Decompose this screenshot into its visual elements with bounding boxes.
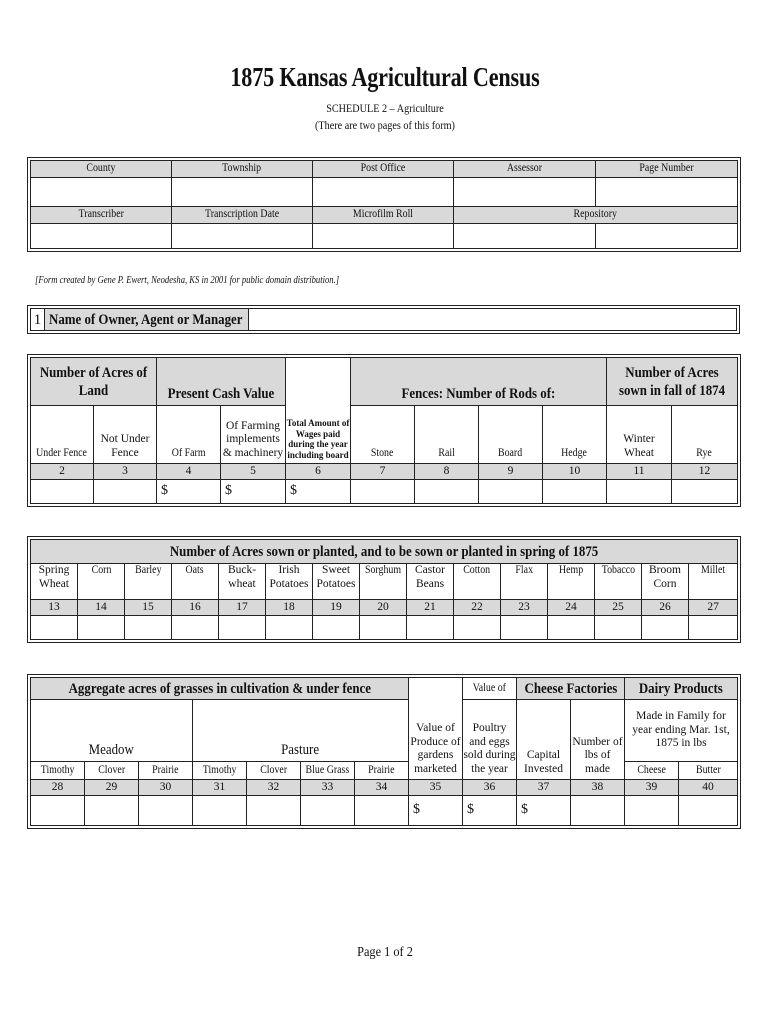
col-tobacco: Tobacco <box>595 564 642 600</box>
field-31[interactable] <box>193 796 247 826</box>
field-34[interactable] <box>355 796 409 826</box>
col-flax: Flax <box>501 564 548 600</box>
field-19[interactable] <box>313 616 360 640</box>
col-num-14: 14 <box>78 600 125 616</box>
transcription-date-field[interactable] <box>172 224 313 249</box>
col-num-37: 37 <box>517 780 571 796</box>
col-num-3: 3 <box>94 464 157 480</box>
field-28[interactable] <box>31 796 85 826</box>
col-sorghum: Sorghum <box>360 564 407 600</box>
col-num-9: 9 <box>479 464 543 480</box>
poultry-value-top: Value of <box>463 678 517 700</box>
field-36[interactable]: $ <box>463 796 517 826</box>
form-title: 1875 Kansas Agricultural Census <box>230 62 540 92</box>
col-num-15: 15 <box>125 600 172 616</box>
microfilm-roll-field[interactable] <box>313 224 454 249</box>
col-num-2: 2 <box>31 464 94 480</box>
col-pasture-clover: Clover <box>247 762 301 780</box>
fences-header: Fences: Number of Rods of: <box>351 358 607 406</box>
page-number-field[interactable] <box>596 178 738 207</box>
owner-table <box>30 308 737 331</box>
col-rail: Rail <box>415 406 479 464</box>
field-37[interactable]: $ <box>517 796 571 826</box>
garden-value-header: Value of Produce of gardens marketed <box>409 678 463 780</box>
section-a-table <box>30 357 738 504</box>
meadow-header: Meadow <box>31 700 193 762</box>
col-oats: Oats <box>172 564 219 600</box>
col-num-31: 31 <box>193 780 247 796</box>
field-38[interactable] <box>571 796 625 826</box>
field-25[interactable] <box>595 616 642 640</box>
transcriber-field[interactable] <box>31 224 172 249</box>
grasses-header: Aggregate acres of grasses in cultivation & under fence <box>31 678 409 700</box>
repository-field-2[interactable] <box>596 224 738 249</box>
repository-label: Repository <box>454 207 738 224</box>
field-8[interactable] <box>415 480 479 504</box>
col-num-29: 29 <box>85 780 139 796</box>
col-num-17: 17 <box>219 600 266 616</box>
field-35[interactable]: $ <box>409 796 463 826</box>
field-27[interactable] <box>689 616 738 640</box>
col-rye: Rye <box>672 406 738 464</box>
col-butter: Butter <box>679 762 738 780</box>
assessor-label: Assessor <box>454 161 596 178</box>
col-pasture-blue-grass: Blue Grass <box>301 762 355 780</box>
col-num-27: 27 <box>689 600 738 616</box>
col-irish-potatoes: Irish Potatoes <box>266 564 313 600</box>
col-num-26: 26 <box>642 600 689 616</box>
lbs-made-header: Number of lbs of made <box>571 700 625 780</box>
spring-planting-header: Number of Acres sown or planted, and to be sown or planted in spring of 1875 <box>31 540 738 564</box>
col-winter-wheat: Winter Wheat <box>607 406 672 464</box>
owner-label: Name of Owner, Agent or Manager <box>45 309 249 331</box>
col-num-38: 38 <box>571 780 625 796</box>
post-office-field[interactable] <box>313 178 454 207</box>
col-num-12: 12 <box>672 464 738 480</box>
field-12[interactable] <box>672 480 738 504</box>
acres-land-header: Number of Acres of Land <box>31 358 157 406</box>
assessor-field[interactable] <box>454 178 596 207</box>
field-16[interactable] <box>172 616 219 640</box>
post-office-label: Post Office <box>313 161 454 178</box>
col-num-18: 18 <box>266 600 313 616</box>
col-num-22: 22 <box>454 600 501 616</box>
county-field[interactable] <box>31 178 172 207</box>
col-meadow-clover: Clover <box>85 762 139 780</box>
col-num-36: 36 <box>463 780 517 796</box>
field-7[interactable] <box>351 480 415 504</box>
capital-invested-header: Capital Invested <box>517 700 571 780</box>
field-39[interactable] <box>625 796 679 826</box>
col-num-40: 40 <box>679 780 738 796</box>
col-pasture-prairie: Prairie <box>355 762 409 780</box>
col-broom-corn: Broom Corn <box>642 564 689 600</box>
field-21[interactable] <box>407 616 454 640</box>
transcription-date-label: Transcription Date <box>172 207 313 224</box>
col-num-10: 10 <box>543 464 607 480</box>
col-num-6: 6 <box>286 464 351 480</box>
township-label: Township <box>172 161 313 178</box>
col-num-34: 34 <box>355 780 409 796</box>
owner-number: 1 <box>31 309 45 331</box>
township-field[interactable] <box>172 178 313 207</box>
section-c-table <box>30 677 738 826</box>
field-40[interactable] <box>679 796 738 826</box>
field-9[interactable] <box>479 480 543 504</box>
pasture-header: Pasture <box>193 700 409 762</box>
microfilm-roll-label: Microfilm Roll <box>313 207 454 224</box>
field-17[interactable] <box>219 616 266 640</box>
col-under-fence: Under Fence <box>31 406 94 464</box>
transcriber-label: Transcriber <box>31 207 172 224</box>
cheese-factories-header: Cheese Factories <box>517 678 625 700</box>
dairy-products-header: Dairy Products <box>625 678 738 700</box>
col-num-5: 5 <box>221 464 286 480</box>
field-18[interactable] <box>266 616 313 640</box>
col-num-8: 8 <box>415 464 479 480</box>
field-29[interactable] <box>85 796 139 826</box>
field-22[interactable] <box>454 616 501 640</box>
field-10[interactable] <box>543 480 607 504</box>
sown-fall-header: Number of Acres sown in fall of 1874 <box>607 358 738 406</box>
field-23[interactable] <box>501 616 548 640</box>
col-castor-beans: Castor Beans <box>407 564 454 600</box>
col-num-35: 35 <box>409 780 463 796</box>
col-buckwheat: Buck-wheat <box>219 564 266 600</box>
col-hemp: Hemp <box>548 564 595 600</box>
pages-note: (There are two pages of this form) <box>315 118 455 132</box>
field-20[interactable] <box>360 616 407 640</box>
col-meadow-prairie: Prairie <box>139 762 193 780</box>
col-num-32: 32 <box>247 780 301 796</box>
field-14[interactable] <box>78 616 125 640</box>
col-num-20: 20 <box>360 600 407 616</box>
field-13[interactable] <box>31 616 78 640</box>
field-4[interactable]: $ <box>157 480 221 504</box>
col-sweet-potatoes: Sweet Potatoes <box>313 564 360 600</box>
field-26[interactable] <box>642 616 689 640</box>
section-b-table <box>30 539 738 640</box>
col-num-13: 13 <box>31 600 78 616</box>
col-num-24: 24 <box>548 600 595 616</box>
col-of-farm: Of Farm <box>157 406 221 464</box>
repository-field[interactable] <box>454 224 596 249</box>
col-num-16: 16 <box>172 600 219 616</box>
page-footer: Page 1 of 2 <box>357 945 413 960</box>
col-barley: Barley <box>125 564 172 600</box>
col-meadow-timothy: Timothy <box>31 762 85 780</box>
col-num-11: 11 <box>607 464 672 480</box>
form-credit: [Form created by Gene P. Ewert, Neodesha, KS in 2001 for public domain distribution.] <box>35 275 340 286</box>
field-5[interactable]: $ <box>221 480 286 504</box>
wages-header: Total Amount of Wages paid during the year including board <box>286 358 351 464</box>
col-cheese: Cheese <box>625 762 679 780</box>
col-hedge: Hedge <box>543 406 607 464</box>
col-num-39: 39 <box>625 780 679 796</box>
col-num-7: 7 <box>351 464 415 480</box>
col-num-19: 19 <box>313 600 360 616</box>
col-num-28: 28 <box>31 780 85 796</box>
col-millet: Millet <box>689 564 738 600</box>
col-stone: Stone <box>351 406 415 464</box>
field-2[interactable] <box>31 480 94 504</box>
col-num-4: 4 <box>157 464 221 480</box>
col-num-25: 25 <box>595 600 642 616</box>
field-3[interactable] <box>94 480 157 504</box>
field-33[interactable] <box>301 796 355 826</box>
county-label: County <box>31 161 172 178</box>
field-30[interactable] <box>139 796 193 826</box>
schedule-subtitle: SCHEDULE 2 – Agriculture <box>326 101 444 115</box>
dairy-note: Made in Family for year ending Mar. 1st, 1875 in lbs <box>625 700 738 762</box>
field-15[interactable] <box>125 616 172 640</box>
poultry-eggs-header: Poultry and eggs sold during the year <box>463 700 517 780</box>
col-num-30: 30 <box>139 780 193 796</box>
cash-value-header: Present Cash Value <box>157 358 286 406</box>
field-32[interactable] <box>247 796 301 826</box>
col-board: Board <box>479 406 543 464</box>
col-num-33: 33 <box>301 780 355 796</box>
field-6[interactable]: $ <box>286 480 351 504</box>
col-cotton: Cotton <box>454 564 501 600</box>
col-num-23: 23 <box>501 600 548 616</box>
col-not-under-fence: Not Under Fence <box>94 406 157 464</box>
col-corn: Corn <box>78 564 125 600</box>
field-11[interactable] <box>607 480 672 504</box>
info-table <box>30 160 738 249</box>
col-implements: Of Farming implements & machinery <box>221 406 286 464</box>
col-pasture-timothy: Timothy <box>193 762 247 780</box>
col-num-21: 21 <box>407 600 454 616</box>
field-24[interactable] <box>548 616 595 640</box>
owner-name-field[interactable] <box>249 309 737 331</box>
page-number-label: Page Number <box>596 161 738 178</box>
col-spring-wheat: Spring Wheat <box>31 564 78 600</box>
